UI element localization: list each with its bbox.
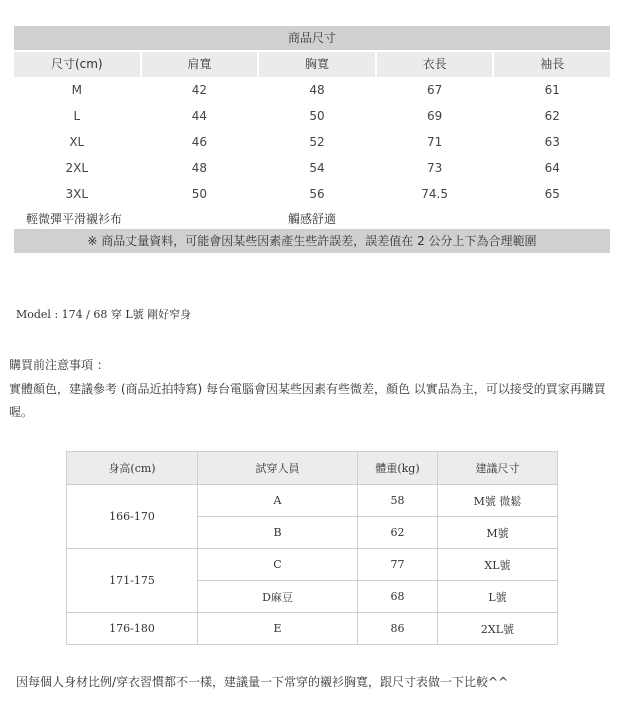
cell-sleeve: 61 <box>544 83 560 97</box>
cell-tester: C <box>198 549 358 581</box>
cell-tester: E <box>198 613 358 645</box>
cell-chest: 56 <box>309 187 325 201</box>
table-row <box>67 613 558 645</box>
cell-weight: 68 <box>358 581 438 613</box>
cell-shoulder: 42 <box>191 83 208 97</box>
header-shoulder: 肩寬 <box>142 52 258 77</box>
header-size: 尺寸(cm) <box>14 52 140 77</box>
cell-chest: 52 <box>309 135 325 149</box>
header-length: 衣長 <box>377 52 493 77</box>
cell-length: 71 <box>426 135 443 149</box>
table-row <box>14 155 610 181</box>
cell-sleeve: 63 <box>544 135 560 149</box>
measurement-disclaimer: ※ 商品丈量資料，可能會因某些因素產生些許誤差，誤差值在 2 公分上下為合理範圍 <box>14 229 610 253</box>
cell-sleeve: 62 <box>544 109 560 123</box>
cell-length: 69 <box>426 109 443 123</box>
cell-size: 2XL <box>65 161 89 175</box>
header-suggested-size: 建議尺寸 <box>438 452 558 485</box>
header-height: 身高(cm) <box>67 452 198 485</box>
cell-suggested-size: M號 微鬆 <box>438 485 558 517</box>
cell-suggested-size: M號 <box>438 517 558 549</box>
cell-weight: 86 <box>358 613 438 645</box>
cell-size: M <box>71 83 82 97</box>
notice-body: 實體顏色，建議參考 (商品近拍特寫) 每台電腦會因某些因素有些微差，顏色 以實品為主，可以接受的買家再購買喔。 <box>9 382 606 419</box>
cell-shoulder: 46 <box>191 135 208 149</box>
cell-size: 3XL <box>65 187 89 201</box>
notice-title: 購買前注意事項 ： <box>9 358 109 372</box>
fit-table-header <box>67 452 558 485</box>
cell-tester: B <box>198 517 358 549</box>
cell-chest: 50 <box>309 109 325 123</box>
cell-weight: 62 <box>358 517 438 549</box>
table-row <box>14 103 610 129</box>
cell-suggested-size: 2XL號 <box>438 613 558 645</box>
cell-tester: D麻豆 <box>198 581 358 613</box>
table-row <box>14 77 610 103</box>
cell-length: 67 <box>426 83 443 97</box>
cell-suggested-size: XL號 <box>438 549 558 581</box>
table-row <box>67 485 558 517</box>
cell-suggested-size: L號 <box>438 581 558 613</box>
header-tester: 試穿人員 <box>198 452 358 485</box>
fabric-note: 輕微彈平滑襯衫布 <box>26 212 123 226</box>
cell-size: XL <box>69 135 85 149</box>
cell-sleeve: 64 <box>544 161 560 175</box>
header-chest: 胸寬 <box>259 52 375 77</box>
table-row <box>67 549 558 581</box>
cell-shoulder: 48 <box>191 161 208 175</box>
size-table-header <box>14 52 610 77</box>
cell-height-range: 176-180 <box>67 613 198 645</box>
cell-length: 74.5 <box>421 187 448 201</box>
header-sleeve: 袖長 <box>494 52 610 77</box>
fit-table <box>66 451 558 645</box>
bottom-note: 因每個人身材比例/穿衣習慣都不一樣，建議量一下常穿的襯衫胸寬，跟尺寸表做一下比較^^ <box>16 675 509 689</box>
cell-weight: 58 <box>358 485 438 517</box>
cell-tester: A <box>198 485 358 517</box>
model-info: Model : 174 / 68 穿 L號 剛好窄身 <box>16 308 192 321</box>
table-row <box>14 129 610 155</box>
cell-weight: 77 <box>358 549 438 581</box>
feel-note: 觸感舒適 <box>288 212 337 226</box>
size-table-body <box>14 77 610 207</box>
cell-chest: 48 <box>309 83 325 97</box>
cell-height-range: 171-175 <box>67 549 198 613</box>
cell-height-range: 166-170 <box>67 485 198 549</box>
cell-size: L <box>73 109 81 123</box>
cell-chest: 54 <box>309 161 325 175</box>
cell-length: 73 <box>426 161 443 175</box>
size-table-notes <box>14 207 610 229</box>
cell-shoulder: 50 <box>191 187 208 201</box>
size-table-title: 商品尺寸 <box>14 26 610 50</box>
header-weight: 體重(kg) <box>358 452 438 485</box>
cell-shoulder: 44 <box>191 109 208 123</box>
table-row <box>14 181 610 207</box>
fit-table-body <box>67 485 558 645</box>
size-table <box>14 26 610 253</box>
cell-sleeve: 65 <box>544 187 560 201</box>
